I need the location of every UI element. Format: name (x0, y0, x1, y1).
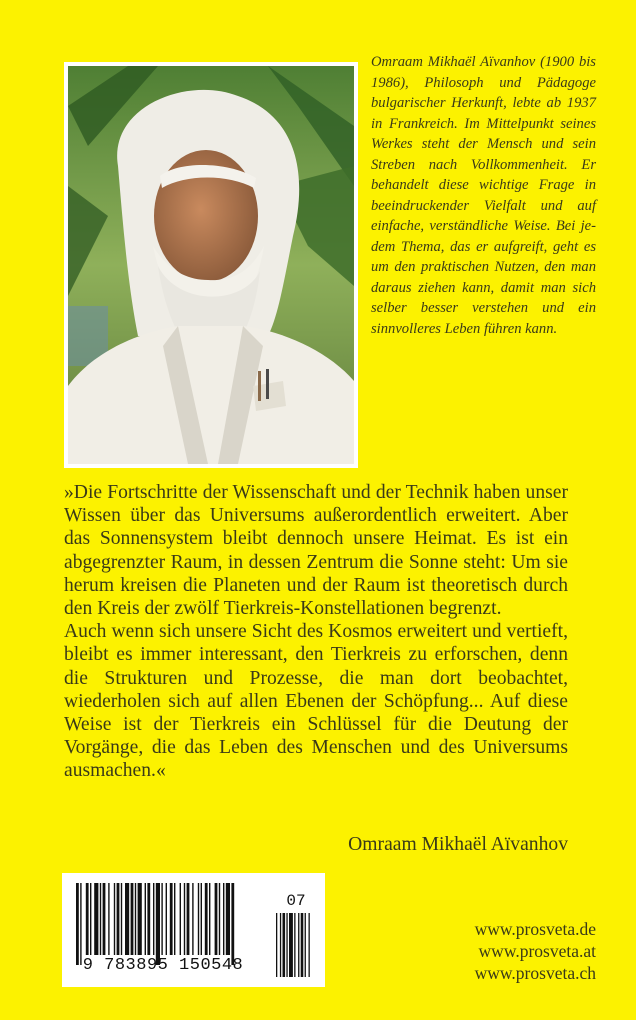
barcode-bar (147, 883, 150, 955)
quote-author: Omraam Mikhaël Aïvanhov (348, 834, 568, 855)
barcode-bar (161, 883, 162, 955)
url-at[interactable]: www.prosveta.at (478, 940, 596, 961)
quote-paragraph-2: Auch wenn sich unsere Sicht des Kosmos erweitert und vertieft, bleibt es immer interessant, den Tierkreis zu erforschen, denn die Strukturen und Prozesse, die man dort beobachtet, wiederholen sich auf allen Ebenen der Schöpfung... Auf diese Weise ist der Tierkreis ein Schlüssel für die Deutung der Vorgänge, die das Leben des Menschen und des Universums ausmachen.« (64, 621, 568, 782)
barcode-bar (170, 883, 173, 955)
barcode-bar (231, 883, 234, 965)
barcode-addon-bar (286, 913, 287, 977)
barcode-bar (156, 883, 160, 965)
url-de[interactable]: www.prosveta.de (474, 919, 596, 939)
barcode-bar (187, 883, 190, 955)
book-quote (64, 481, 568, 783)
barcode-bar (80, 883, 81, 965)
barcode-bar (209, 883, 210, 955)
barcode-bar (117, 883, 120, 955)
author-biography: Omraam Mikhaël Aïvanhov (1900 bis 1986), Philosoph und Pädagoge bulgarischer Herkunft, lebte ab 1937 in Frankreich. Im Mittelpunkt seines Werkes steht der Mensch und sein Streben nach Vollkommenheit. Er behandelt diese wichtige Frage in beeindruckender Vielfalt und auf einfache, verständliche Weise. Bei jedem Thema, das er aufgreift, geht es um den praktischen Nutzen, den man daraus ziehen kann, damit man sich selber besser verstehen und ein sinnvolleres Leben führen kann. (371, 54, 596, 337)
barcode-bar (184, 883, 185, 955)
barcode-addon-bar (289, 913, 293, 977)
barcode-addon-bar (298, 913, 299, 977)
barcode-bar (76, 883, 79, 965)
barcode-addon-digits: 07 (286, 892, 306, 910)
barcode-addon-bar (280, 913, 281, 977)
url-ch[interactable]: www.prosveta.ch (474, 962, 596, 983)
barcode-bar (166, 883, 167, 955)
barcode-bar (201, 883, 202, 955)
barcode-addon-bar (309, 913, 310, 977)
barcode-addon-bar (283, 913, 286, 977)
barcode-bar (145, 883, 146, 955)
barcode-addon-bar (294, 913, 295, 977)
barcode-bar (121, 883, 122, 955)
author-photo (64, 62, 358, 468)
barcode-bar (94, 883, 98, 955)
barcode-bar (192, 883, 193, 955)
barcode-bar (219, 883, 220, 955)
barcode-bar (90, 883, 91, 955)
isbn-barcode (62, 873, 325, 987)
barcode-bar (125, 883, 129, 955)
barcode-bar (223, 883, 224, 955)
barcode-bar (215, 883, 218, 955)
barcode-bar (153, 883, 154, 955)
barcode-bar (180, 883, 181, 955)
barcode-addon-bar (276, 913, 277, 977)
barcode-bar (226, 883, 230, 955)
barcode-bar (108, 883, 109, 955)
barcode-bar (138, 883, 142, 955)
barcode-bar (131, 883, 134, 955)
isbn-digits: 9 783895 150548 (82, 956, 244, 975)
barcode-addon-bar (301, 913, 304, 977)
barcode-addon-bar (305, 913, 306, 977)
barcode-bar (135, 883, 136, 955)
barcode-bar (198, 883, 199, 955)
portrait-photo-icon (68, 66, 354, 464)
barcode-bar (205, 883, 208, 955)
barcode-bar (114, 883, 115, 955)
publisher-urls (475, 919, 596, 984)
barcode-bar (103, 883, 106, 955)
barcode-bar (86, 883, 89, 955)
barcode-bar (100, 883, 101, 955)
quote-paragraph-1: »Die Fortschritte der Wissenschaft und der Technik haben unser Wissen über das Universums außerordentlich erweitert. Aber das Sonnensystem bleibt dennoch unsere Heimat. Es ist ein abgegrenzter Raum, in dessen Zentrum die Sonne steht: Um sie herum kreisen die Planeten und der Raum ist theoretisch durch den Kreis der zwölf Tierkreis-Konstellationen begrenzt. (64, 482, 568, 620)
barcode-bar (174, 883, 175, 955)
